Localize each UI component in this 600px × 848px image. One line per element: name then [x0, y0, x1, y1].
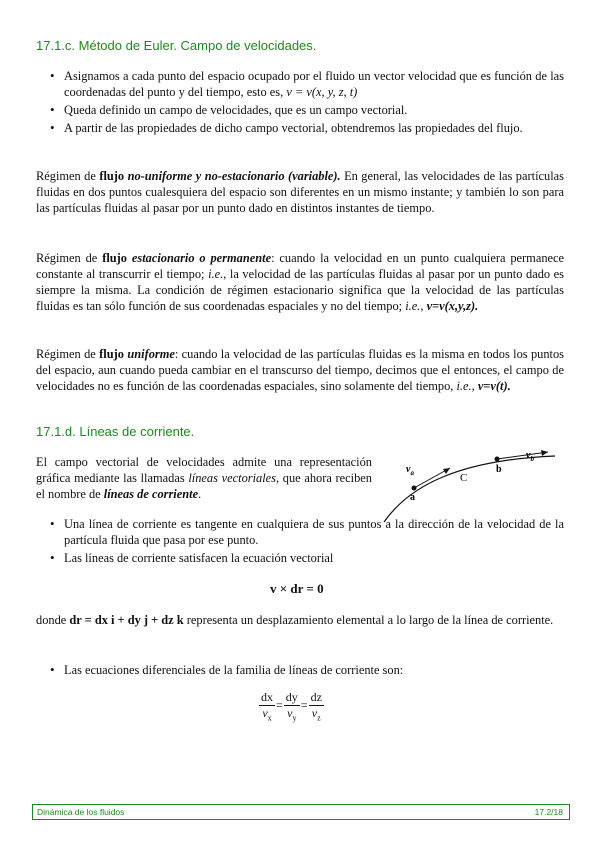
section-heading-euler: 17.1.c. Método de Euler. Campo de velocidades.: [36, 38, 317, 53]
footer-title: Dinámica de los fluidos: [37, 807, 125, 817]
list-item: • Queda definido un campo de velocidades, que es un campo vectorial.: [36, 102, 564, 118]
paragraph-no-uniforme: Régimen de flujo no-uniforme y no-estacionario (variable). En general, las velocidades de las partículas fluidas en dos puntos cualesquiera del espacio son diferentes en un mismo instante; y también lo son para las partículas fluidas al pasar por un punto dado en distintos instantes de tiempo.: [36, 169, 564, 215]
label-va: $v_a$: [406, 464, 414, 477]
velocity-arrowhead-b: [541, 450, 548, 456]
list-item: • Las líneas de corriente satisfacen la ecuación vectorial: [36, 550, 564, 566]
label-c: C: [460, 472, 468, 484]
paragraph-lineas-intro: El campo vectorial de velocidades admite una representación gráfica mediante las llamadas líneas vectoriales, que ahora reciben el nombre de líneas de corriente.: [36, 455, 372, 501]
paragraph-estacionario: Régimen de flujo estacionario o permanente: cuando la velocidad en un punto cualquiera permanece constante al transcurrir el tiempo; i.e., la velocidad de las partículas fluidas al pasar por un punto dado es siempre la misma. La condición de régimen estacionario significa que la velocidad de las partículas fluidas es tan sólo función de sus coordenadas espaciales y no del tiempo; i.e., v=v(x,y,z).: [36, 251, 565, 313]
page-number: 17.2/18: [534, 807, 563, 817]
list-item: • Las ecuaciones diferenciales de la familia de líneas de corriente son:: [36, 662, 564, 678]
bullet-list-lineas: [36, 516, 564, 568]
list-item: • Una línea de corriente es tangente en cualquiera de sus puntos a la dirección de la velocidad de la partícula fluida que pasa por ese punto.: [36, 516, 564, 548]
paragraph-uniforme: Régimen de flujo uniforme: cuando la velocidad de las partículas fluidas es la misma en todos los puntos del espacio, aun cuando pueda cambiar en el transcurso del tiempo, decimos que el entonces, el campo de velocidades no es función de las coordenadas espaciales, sino solamente del tiempo, i.e., v=v(t).: [36, 347, 565, 393]
section-heading-lineas: 17.1.d. Líneas de corriente.: [36, 424, 195, 439]
equation-cross-product: v × dr = 0: [270, 581, 324, 596]
label-vb: $v_b$: [526, 450, 534, 463]
label-a: a: [410, 492, 415, 503]
bullet-list-diff: [36, 662, 564, 680]
bullet-list-euler: [36, 68, 564, 138]
paragraph-displacement: donde dr = dx i + dy j + dz k representa un desplazamiento elemental a lo largo de la línea de corriente.: [36, 613, 554, 627]
page-footer: [32, 804, 570, 820]
label-b: b: [496, 464, 502, 475]
equation-differential: $\frac{dx}{v_x}$ = $\frac{dy}{v_y}$ = $\frac{dz}{v_z}$: [261, 690, 322, 723]
list-item: • A partir de las propiedades de dicho campo vectorial, obtendremos las propiedades del flujo.: [36, 120, 564, 136]
list-item: • Asignamos a cada punto del espacio ocupado por el fluido un vector velocidad que es función de las coordenadas del punto y del tiempo, esto es, v = v(x, y, z, t): [36, 68, 564, 100]
